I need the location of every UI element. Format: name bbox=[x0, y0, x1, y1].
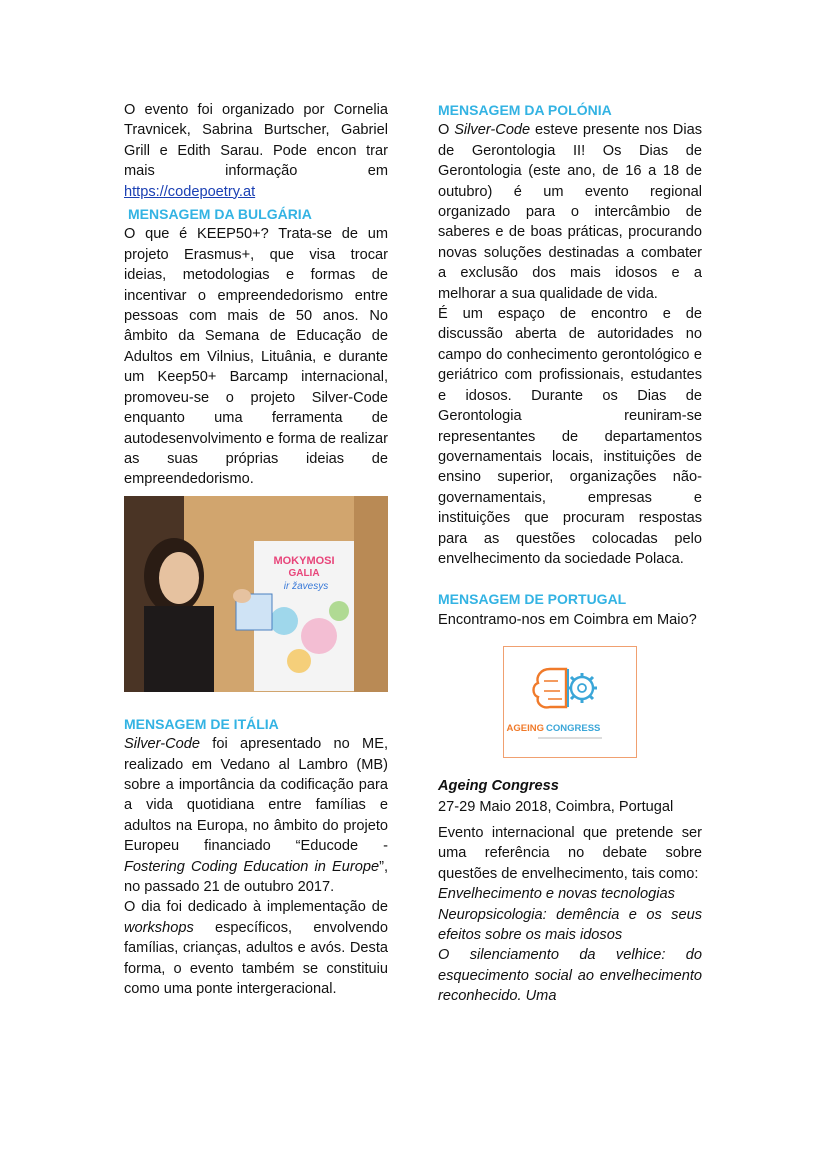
heading-polonia: MENSAGEM DA POLÓNIA bbox=[438, 102, 612, 118]
italia-p2-text-a: O dia foi dedicado à implementação de bbox=[124, 899, 388, 916]
ageing-congress-logo bbox=[503, 646, 637, 758]
intro-paragraph bbox=[124, 100, 388, 202]
polonia-paragraph-1 bbox=[438, 120, 702, 304]
portugal-question: Encontramo-nos em Coimbra em Maio? bbox=[438, 611, 697, 628]
italia-paragraph-1 bbox=[124, 734, 388, 897]
brain-gear-icon bbox=[504, 647, 636, 757]
italia-p1-text-a: foi apresentado no ME, realizado em Vedano al Lambro (MB) sobre a importância da codificação para a vida quotidiana entre famílias e adultos na Europa, no âmbito do projeto Europeu financiado “Educode - bbox=[124, 736, 388, 855]
topic-1 bbox=[438, 884, 702, 904]
right-column bbox=[438, 100, 702, 1007]
logo-word-congress: CONGRESS bbox=[546, 723, 601, 735]
event-photo bbox=[124, 496, 388, 692]
logo-word-ageing: AGEING bbox=[506, 723, 544, 735]
poster-line1: MOKYMOSI bbox=[273, 554, 335, 567]
heading-italia: MENSAGEM DE ITÁLIA bbox=[124, 715, 279, 732]
italia-educode-title: Fostering Coding Education in Europe bbox=[124, 858, 380, 875]
polonia-silver-code: Silver-Code bbox=[454, 122, 531, 139]
topic-2-text: Neuropsicologia: demência e os seus efeitos sobre os mais idosos bbox=[438, 906, 702, 943]
topic-3 bbox=[438, 945, 702, 1006]
topic-1-text: Envelhecimento e novas tecnologias bbox=[438, 886, 675, 903]
event-photo-illustration bbox=[124, 496, 388, 692]
codepoetry-link[interactable]: https://codepoetry.at bbox=[124, 183, 256, 200]
topic-2 bbox=[438, 905, 702, 946]
bulgaria-paragraph: O que é KEEP50+? Trata-se de um projeto Erasmus+, que visa trocar ideias, metodologias e formas de incentivar o empreendedorismo entre pessoas com mais de 50 anos. No âmbito da Semana de Educação de Adultos em Vilnius, Lituânia, e durante um Keep50+ Barcamp internacional, promoveu-se o projeto Silver-Code enquanto uma ferramenta de autodesenvolvimento e forma de realizar as suas próprias ideias de empreendedorismo. bbox=[124, 226, 388, 488]
italia-p1-text-b: ”, no passado 21 de outubro 2017. bbox=[124, 858, 388, 895]
event-date: 27-29 Maio 2018, Coimbra, Portugal bbox=[438, 798, 674, 815]
italia-paragraph-2 bbox=[124, 897, 388, 999]
polonia-paragraph-2: É um espaço de encontro e de discussão aberta de autoridades no campo do conhecimento gerontológico e geriátrico com profissionais, estudantes e idosos. Durante os Dias de Gerontologia reuniram-se representantes de departamentos governamentais locais, instituições de ensino superior, organizações não-governamentais, empresas e instituições que procuram respostas para as questões colocadas pelo envelhecimento da sociedade Polaca. bbox=[438, 306, 702, 567]
italia-p2-text-b: específicos, envolvendo famílias, crianças, adultos e avós. Desta forma, o evento também se constituiu como uma ponte intergeracional. bbox=[124, 919, 388, 997]
event-title: Ageing Congress bbox=[438, 778, 559, 795]
event-description: Evento internacional que pretende ser uma referência no debate sobre questões de envelhecimento, tais como: bbox=[438, 824, 702, 882]
poster-line2: GALIA bbox=[288, 567, 320, 579]
italia-silver-code: Silver-Code bbox=[124, 736, 200, 753]
heading-portugal: MENSAGEM DE PORTUGAL bbox=[438, 591, 627, 608]
polonia-p1-text-a: O bbox=[438, 122, 455, 139]
left-column bbox=[124, 100, 388, 999]
italia-workshops: workshops bbox=[124, 919, 194, 936]
heading-bulgaria: MENSAGEM DA BULGÁRIA bbox=[128, 206, 312, 223]
intro-text: O evento foi organizado por Cornelia Travnicek, Sabrina Burtscher, Gabriel Grill e Edith Sarau. Pode encon trar mais informação em bbox=[124, 102, 388, 180]
polonia-p1-text-b: esteve presente nos Dias de Gerontologia II! Os Dias de Gerontologia (este ano, de 16 a 18 de outubro) é um evento regional organizado para o intercâmbio de saberes e de boas práticas, procurando novas soluções destinadas a combater a exclusão dos mais idosos e a melhorar a sua qualidade de vida. bbox=[438, 122, 703, 302]
poster-line3: ir žavesys bbox=[283, 580, 329, 592]
topic-3-text: O silenciamento da velhice: do esquecimento social ao envelhecimento reconhecido. Uma bbox=[438, 947, 702, 1005]
